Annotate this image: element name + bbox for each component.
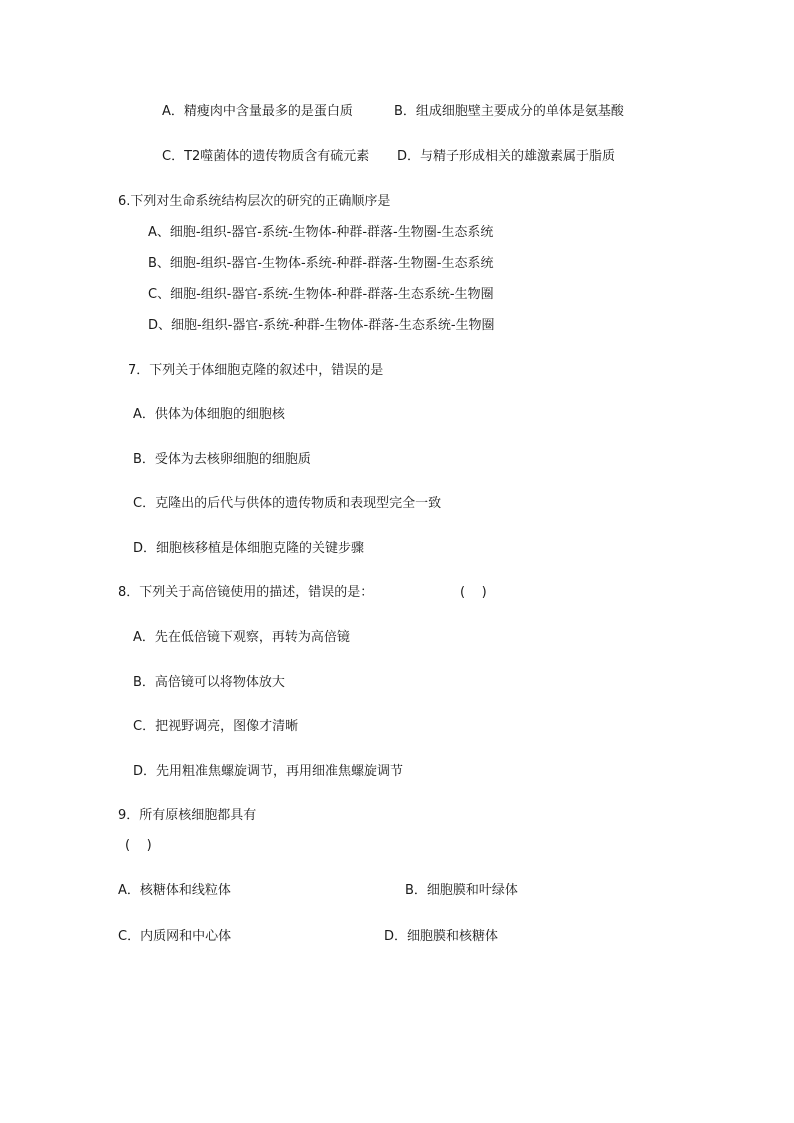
q5-option-d: D．与精子形成相关的雄激素属于脂质 — [397, 149, 616, 164]
q7-option-d: D．细胞核移植是体细胞克隆的关键步骤 — [133, 541, 365, 556]
q8-option-b: B．高倍镜可以将物体放大 — [133, 675, 285, 690]
q9-option-a: A．核糖体和线粒体 — [118, 883, 231, 898]
q8-stem: 8．下列关于高倍镜使用的描述，错误的是： — [118, 585, 374, 600]
q6-option-b: B、细胞-组织-器官-生物体-系统-种群-群落-生物圈-生态系统 — [148, 256, 494, 271]
q8-answer-blank: ( ) — [460, 585, 487, 600]
q6-stem: 6.下列对生命系统结构层次的研究的正确顺序是 — [118, 194, 391, 209]
q8-option-c: C．把视野调亮，图像才清晰 — [133, 719, 299, 734]
q9-answer-blank: ( ) — [125, 838, 152, 853]
q5-option-c: C．T2噬菌体的遗传物质含有硫元素 — [162, 149, 370, 164]
q6-option-c: C、细胞-组织-器官-系统-生物体-种群-群落-生态系统-生物圈 — [148, 287, 494, 302]
q6-option-d: D、细胞-组织-器官-系统-种群-生物体-群落-生态系统-生物圈 — [148, 318, 495, 333]
q7-option-a: A．供体为体细胞的细胞核 — [133, 407, 285, 422]
q9-option-c: C．内质网和中心体 — [118, 929, 232, 944]
q9-option-d: D．细胞膜和核糖体 — [384, 929, 499, 944]
q5-option-b: B．组成细胞壁主要成分的单体是氨基酸 — [394, 104, 624, 119]
q7-stem: 7．下列关于体细胞克隆的叙述中，错误的是 — [128, 363, 384, 378]
q7-option-b: B．受体为去核卵细胞的细胞质 — [133, 452, 311, 467]
q6-option-a: A、细胞-组织-器官-系统-生物体-种群-群落-生物圈-生态系统 — [148, 225, 494, 240]
q9-option-b: B．细胞膜和叶绿体 — [405, 883, 518, 898]
q9-stem: 9．所有原核细胞都具有 — [118, 808, 257, 823]
q5-option-a: A．精瘦肉中含量最多的是蛋白质 — [162, 104, 353, 119]
q8-option-a: A．先在低倍镜下观察，再转为高倍镜 — [133, 630, 350, 645]
q7-option-c: C．克隆出的后代与供体的遗传物质和表现型完全一致 — [133, 496, 442, 511]
q8-option-d: D．先用粗准焦螺旋调节，再用细准焦螺旋调节 — [133, 764, 404, 779]
